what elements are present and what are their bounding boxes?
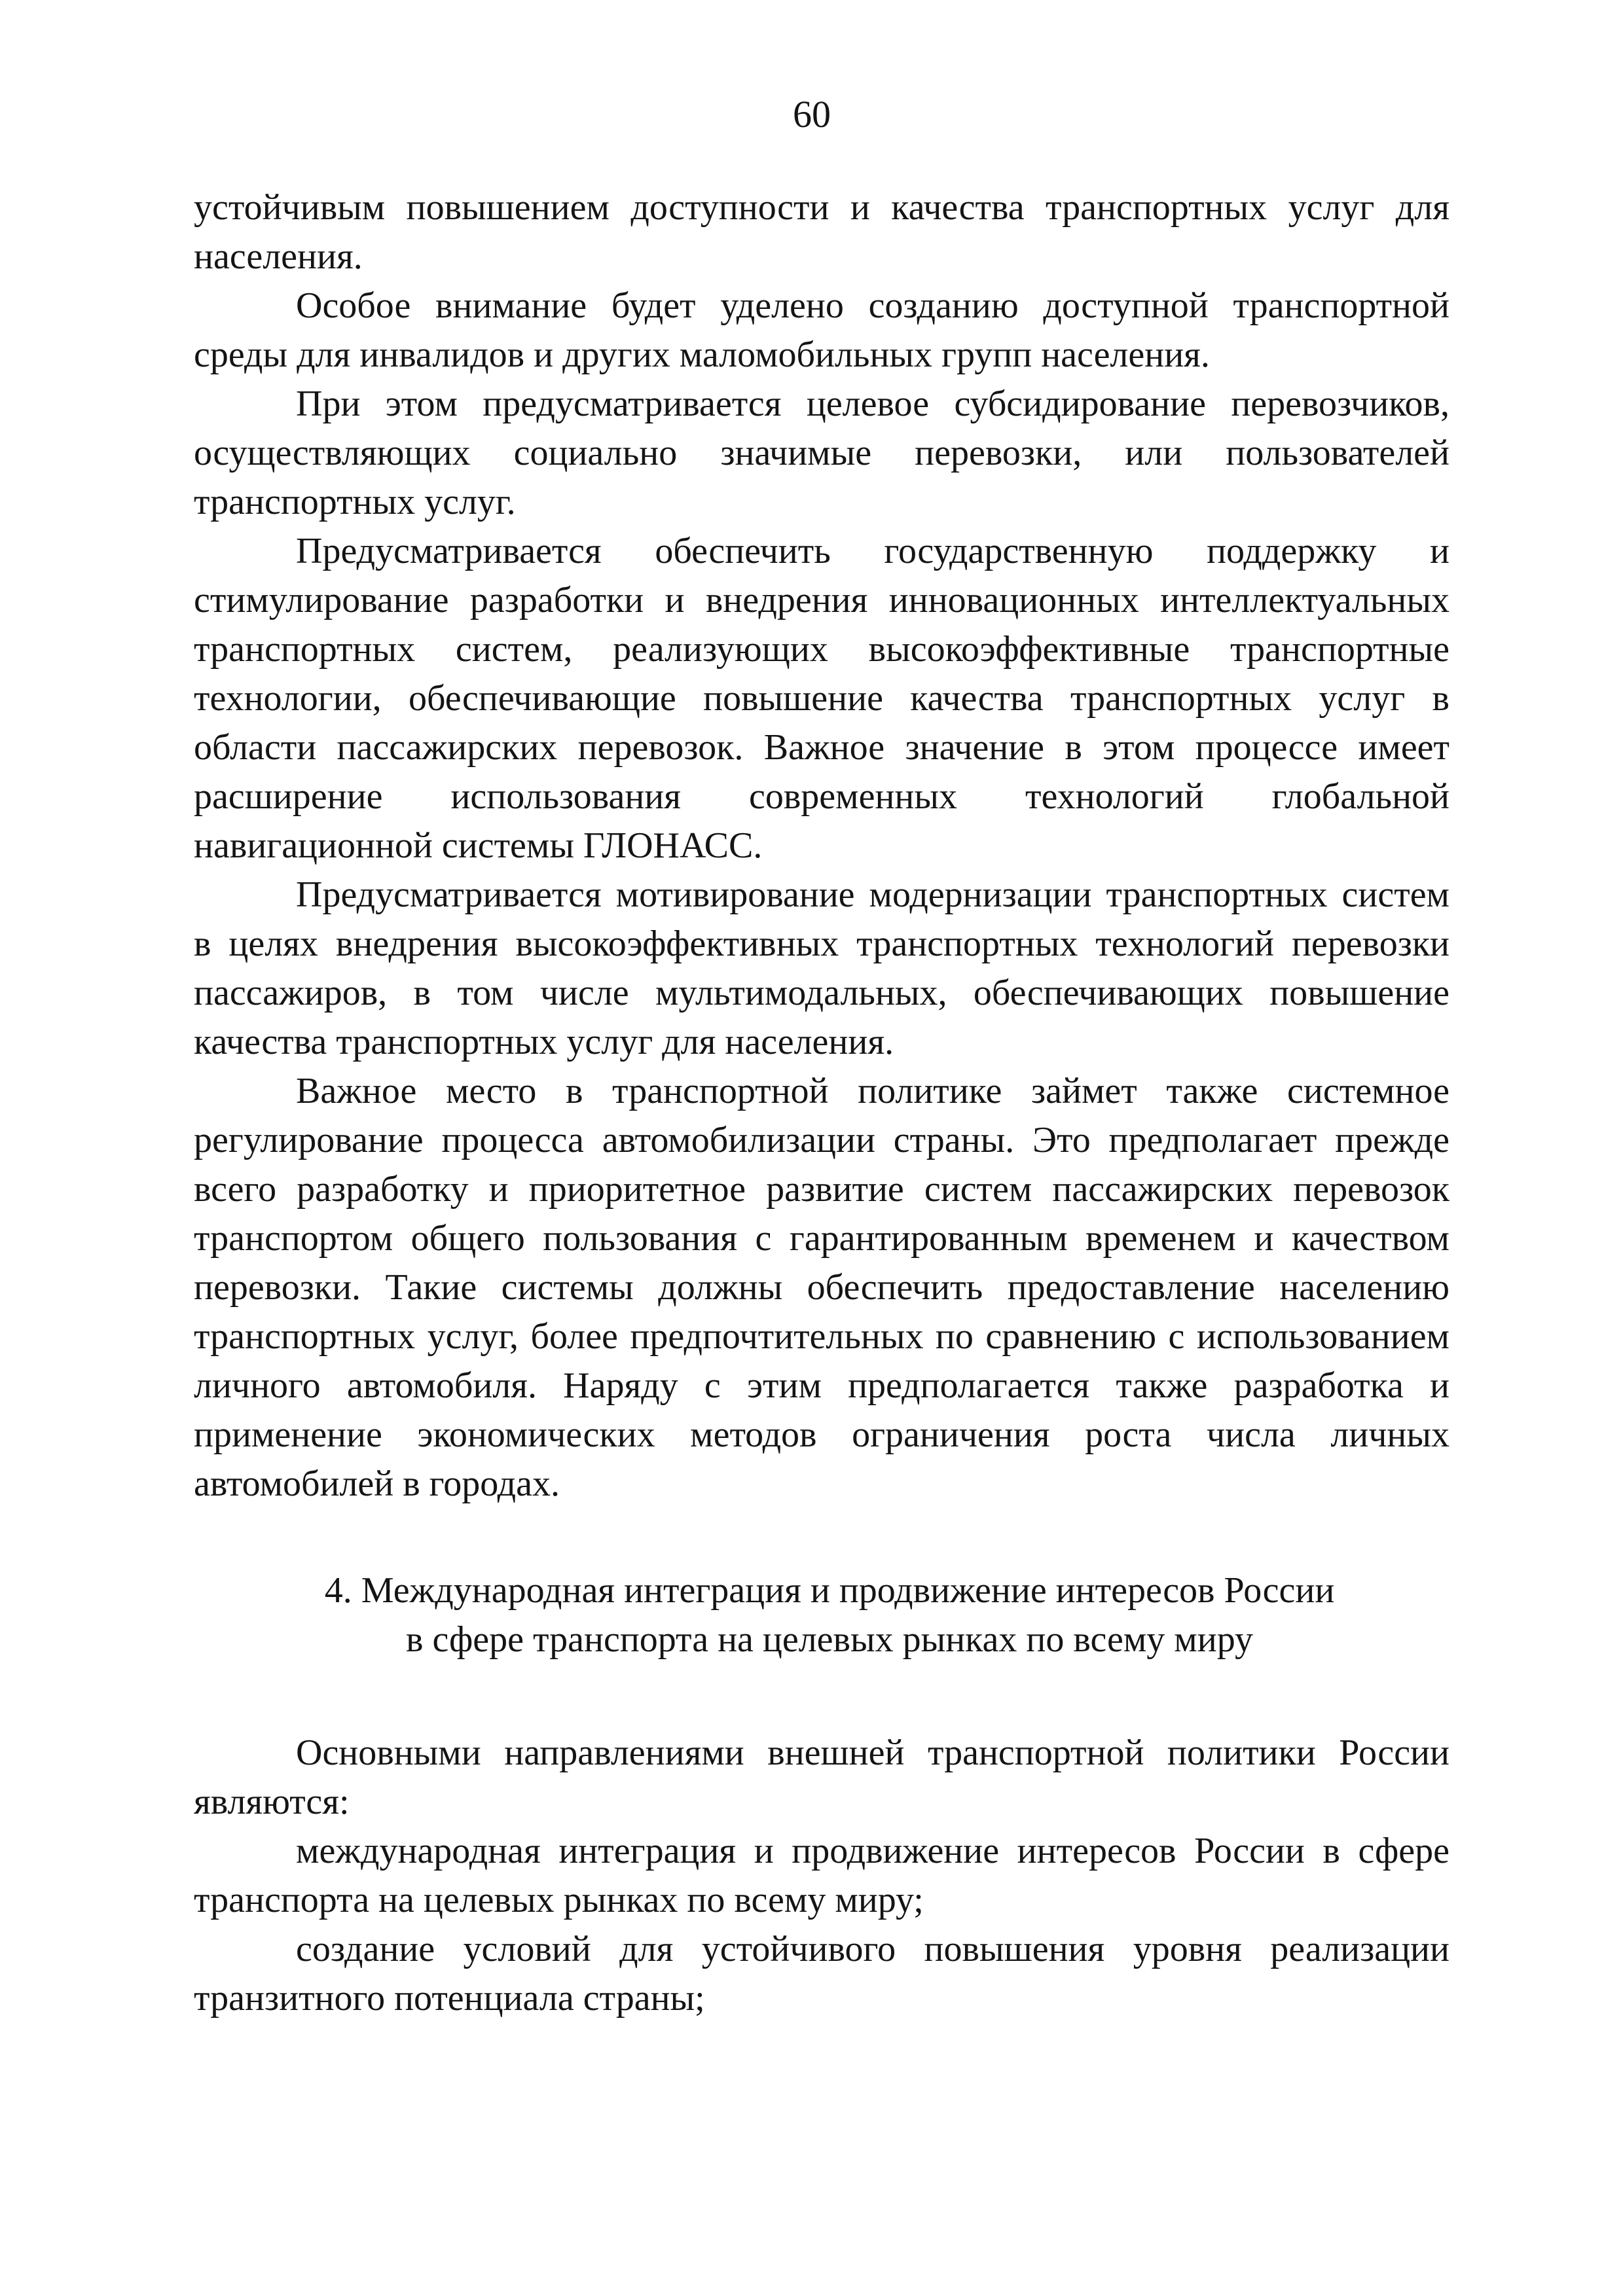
paragraph-external-policy-intro: Основными направлениями внешней транспортной политики России являются:	[194, 1732, 1450, 1822]
section-heading	[194, 1566, 1450, 1664]
paragraph-accessible-environment: Особое внимание будет уделено созданию доступной транспортной среды для инвалидов и других маломобильных групп населения.	[194, 285, 1450, 375]
paragraph-modernization: Предусматривается мотивирование модернизации транспортных систем в целях внедрения высокоэффективных транспортных технологий перевозки пассажиров, в том числе мультимодальных, обеспечивающих повышение качества транспортных услуг для населения.	[194, 874, 1450, 1062]
section-heading-line-2: в сфере транспорта на целевых рынках по всему миру	[406, 1619, 1253, 1660]
paragraph-innovation-support: Предусматривается обеспечить государственную поддержку и стимулирование разработки и внедрения инновационных интеллектуальных транспортных систем, реализующих высокоэффективные транспортные технологии, обеспечивающие повышение качества транспортных услуг в области пассажирских перевозок. Важное значение в этом процессе имеет расширение использования современных технологий глобальной навигационной системы ГЛОНАСС.	[194, 531, 1450, 866]
page-number: 60	[793, 93, 831, 135]
paragraph-continuation: устойчивым повышением доступности и качества транспортных услуг для населения.	[194, 187, 1450, 277]
section-heading-line-1: 4. Международная интеграция и продвижение интересов России	[324, 1570, 1335, 1611]
list-item-transit-potential: создание условий для устойчивого повышения уровня реализации транзитного потенциала страны;	[194, 1929, 1450, 2018]
document-body	[194, 183, 1450, 2023]
paragraph-motorization-regulation: Важное место в транспортной политике займет также системное регулирование процесса автомобилизации страны. Это предполагает прежде всего разработку и приоритетное развитие систем пассажирских перевозок транспортом общего пользования с гарантированным временем и качеством перевозки. Такие системы должны обеспечить предоставление населению транспортных услуг, более предпочтительных по сравнению с использованием личного автомобиля. Наряду с этим предполагается также разработка и применение экономических методов ограничения роста числа личных автомобилей в городах.	[194, 1071, 1450, 1504]
paragraph-subsidies: При этом предусматривается целевое субсидирование перевозчиков, осуществляющих социально значимые перевозки, или пользователей транспортных услуг.	[194, 384, 1450, 522]
list-item-integration: международная интеграция и продвижение интересов России в сфере транспорта на целевых рынках по всему миру;	[194, 1831, 1450, 1920]
